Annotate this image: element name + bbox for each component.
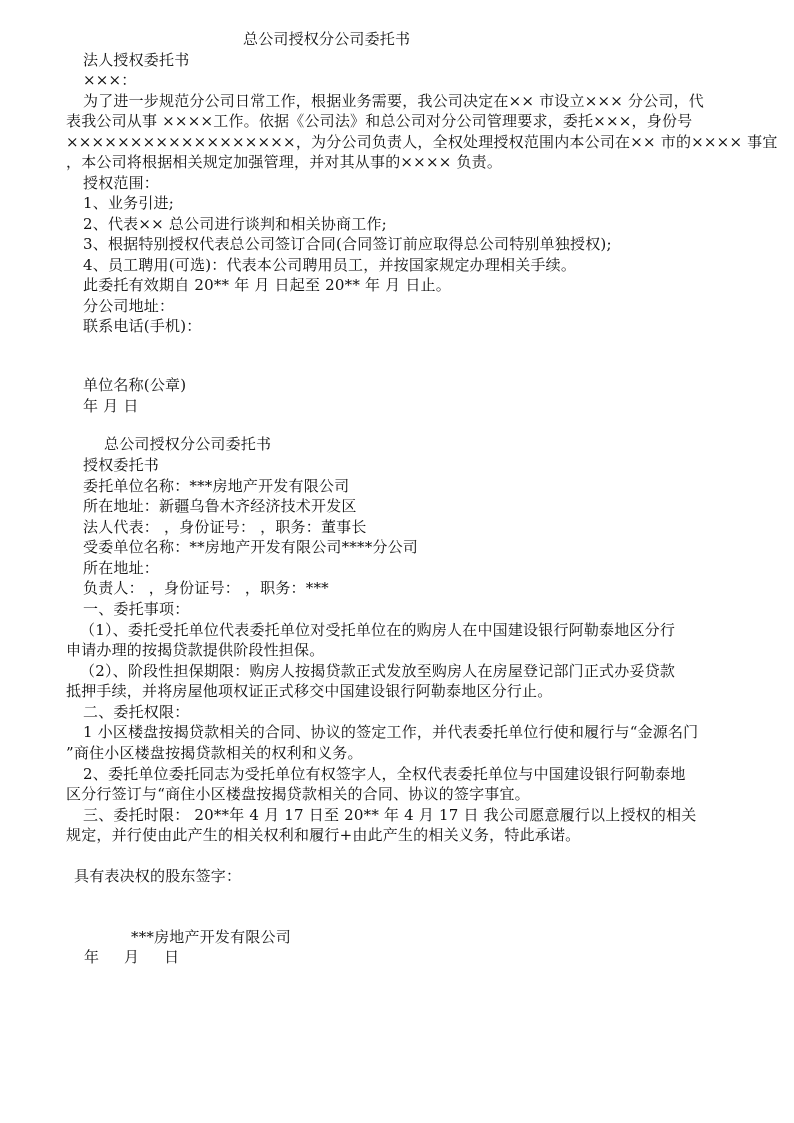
section2-title: 二、委托权限： bbox=[83, 703, 190, 721]
section2-line: 2、委托单位委托同志为受托单位有权签字人，全权代表委托单位与中国建设银行阿勒泰地 bbox=[83, 765, 686, 783]
field-line: 所在地址： bbox=[83, 559, 160, 577]
scope-item: 2、代表×× 总公司进行谈判和相关协商工作; bbox=[83, 215, 387, 233]
section2-line: 区分行签订与“商住小区楼盘按揭贷款相关的合同、协议的签字事宜。 bbox=[66, 785, 530, 803]
section1-line: （2）、阶段性担保期限：购房人按揭贷款正式发放至购房人在房屋登记部门正式办妥贷款 bbox=[80, 662, 676, 680]
body-line: ××××××××××××××××××，为分公司负责人，全权处理授权范围内本公司在×× 市的×××× 事宜 bbox=[66, 133, 778, 151]
contact-phone: 联系电话(手机)： bbox=[83, 317, 202, 335]
section3-line: 三、委托时限： 20**年 4 月 17 日至 20** 年 4 月 17 日 我公司愿意履行以上授权的相关 bbox=[83, 806, 697, 824]
section1-line: （1）、委托受托单位代表委托单位对受托单位在的购房人在中国建设银行阿勒泰地区分行 bbox=[80, 621, 676, 639]
date-line: 年 月 日 bbox=[83, 397, 139, 415]
field-line: 法人代表： ，身份证号： ，职务：董事长 bbox=[83, 518, 367, 536]
addressee: ×××： bbox=[83, 71, 137, 89]
scope-label: 授权范围： bbox=[83, 174, 160, 192]
field-line: 所在地址：新疆乌鲁木齐经济技术开发区 bbox=[83, 497, 357, 515]
section1-title: 一、委托事项： bbox=[83, 600, 190, 618]
part2-heading: 授权委托书 bbox=[83, 456, 160, 474]
company-signature: ***房地产开发有限公司 bbox=[131, 928, 291, 946]
company-seal: 单位名称(公章) bbox=[83, 376, 187, 394]
body-line: 为了进一步规范分公司日常工作，根据业务需要，我公司决定在×× 市设立××× 分公司，代 bbox=[83, 92, 704, 110]
body-line: 表我公司从事 ××××工作。依据《公司法》和总公司对分公司管理要求，委托×××，身份号 bbox=[66, 112, 693, 130]
section2-line: 1 小区楼盘按揭贷款相关的合同、协议的签定工作，并代表委托单位行使和履行与“金源名门 bbox=[83, 723, 699, 741]
field-line: 委托单位名称：***房地产开发有限公司 bbox=[83, 477, 350, 495]
scope-item: 4、员工聘用(可选)：代表本公司聘用员工，并按国家规定办理相关手续。 bbox=[83, 256, 577, 274]
field-line: 负责人： ，身份证号： ，职务：*** bbox=[83, 579, 329, 597]
branch-address: 分公司地址： bbox=[83, 297, 175, 315]
signature-date: 年 月 日 bbox=[84, 948, 180, 966]
scope-item: 1、业务引进; bbox=[83, 194, 174, 212]
field-line: 受委单位名称：**房地产开发有限公司****分公司 bbox=[83, 538, 419, 556]
validity-period: 此委托有效期自 20** 年 月 日起至 20** 年 月 日止。 bbox=[83, 276, 451, 294]
section1-line: 申请办理的按揭贷款提供阶段性担保。 bbox=[66, 641, 325, 659]
section2-line: ”商住小区楼盘按揭贷款相关的权利和义务。 bbox=[66, 744, 363, 762]
scope-item: 3、根据特别授权代表总公司签订合同(合同签订前应取得总公司特别单独授权); bbox=[83, 235, 612, 253]
shareholder-signature: 具有表决权的股东签字： bbox=[74, 867, 242, 885]
section3-line: 规定，并行使由此产生的相关权利和履行+由此产生的相关义务，特此承诺。 bbox=[66, 826, 581, 844]
document-title: 总公司授权分公司委托书 bbox=[243, 30, 411, 48]
part2-title: 总公司授权分公司委托书 bbox=[104, 435, 272, 453]
section1-line: 抵押手续，并将房屋他项权证正式移交中国建设银行阿勒泰地区分行止。 bbox=[66, 682, 553, 700]
part1-heading: 法人授权委托书 bbox=[83, 51, 190, 69]
body-line: ，本公司将根据相关规定加强管理，并对其从事的×××× 负责。 bbox=[66, 153, 503, 171]
